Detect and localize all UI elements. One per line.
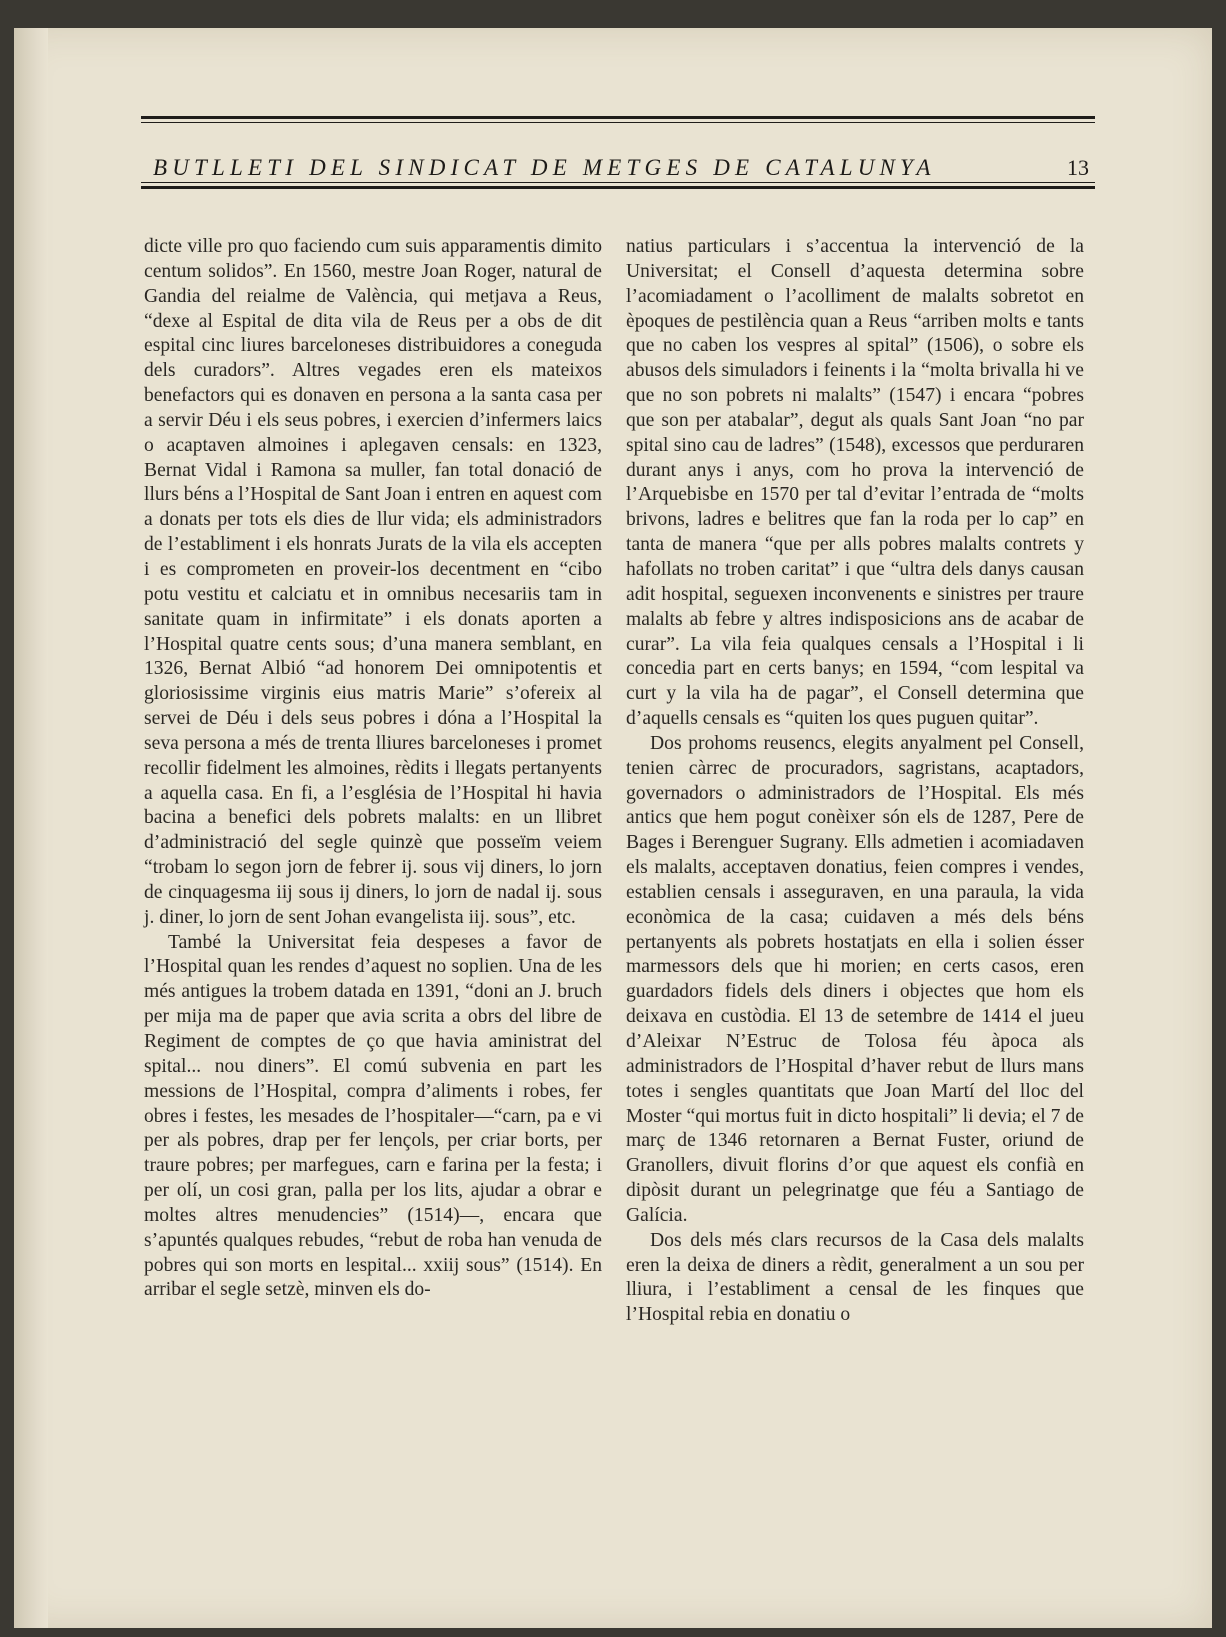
paragraph: dicte ville pro quo faciendo cum suis apparamentis dimito centum solidos”. En 1560, mestre Joan Roger, natural de Gandia del reialme de València, qui metjava a Reus, “dexe al Espital de dita vila de Reus per a obs de dit espital cinc liures barceloneses distribuidores a coneguda dels curadors”. Altres vegades eren els mateixos benefactors qui es donaven en persona a la santa casa per a servir Déu i els seus pobres, i exercien d’infermers laics o acaptaven almoines i aplegaven censals: en 1323, Bernat Vidal i Ramona sa muller, fan total donació de llurs béns a l’Hospital de Sant Joan i entren en aquest com a donats per tots els dies de llur vida; els administradors de l’establiment i els honrats Jurats de la vila els accepten i es comprometen en proveir-los decentment en “cibo potu vestitu et calciatu et in omnibus necesariis tam in sanitate quam in infirmitate” i els donats aporten a l’Hospital quatre cents sous; d’una manera semblant, en 1326, Bernat Albió “ad honorem Dei omnipotentis et gloriosissime virginis eius matris Marie” s’ofereix al servei de Déu i dels seus pobres i dóna a l’Hospital la seva persona a més de trenta lliures barceloneses i promet recollir fidelment les almoines, rèdits i llegats pertanyents a aquella casa. En fi, a l’església de l’Hospital hi havia bacina a benefici dels pobrets malalts: en un llibret d’administració del segle quinzè que posseïm veiem “trobam lo segon jorn de febrer ij. sous vij diners, lo jorn de cinquagesma iij sous ij diners, lo jorn de nadal ij. sous j. diner, lo jorn de sent Johan evangelista iij. sous”, etc. — [144, 236, 602, 928]
header-rule-top-thick — [141, 116, 1095, 119]
paragraph: Dos dels més clars recursos de la Casa dels malalts eren la deixa de diners a rèdit, generalment a un sou per lliura, i l’establiment a censal de les finques que l’Hospital rebia en donatiu o — [626, 1229, 1084, 1326]
header-rule-top-thin — [141, 122, 1095, 123]
page-spine-shadow — [14, 28, 48, 1628]
journal-title: BUTLLETI DEL SINDICAT DE METGES DE CATALUNYA — [153, 155, 936, 180]
paragraph: També la Universitat feia despeses a favor de l’Hospital quan les rendes d’aquest no soplien. Una de les més antigues la trobem datada en 1391, “doni an J. bruch per mija ma de paper que avia scrita a obrs del libre de Regiment de comptes de ço que havia aministrat del spital... nou diners”. El comú subvenia en part les messions de l’Hospital, compra d’aliments i robes, fer obres i festes, les mesades de l’hospitaler—“carn, pa e vi per als pobres, drap per fer lençols, per criar borts, per traure pobres; per marfegues, carn e farina per la festa; i per olí, un cosi gran, palla per los lits, ajudar a obrar e moltes altres menudencies” (1514)—, encara que s’apuntés qualques rebudes, “rebut de roba han venuda de pobres qui son morts en lespital... xxiij sous” (1514). En arribar el segle setzè, minven els do- — [144, 931, 602, 1301]
book-page — [14, 28, 1212, 1628]
right-column — [626, 235, 1084, 1328]
running-header — [141, 116, 1095, 196]
paragraph: natius particulars i s’accentua la intervenció de la Universitat; el Consell d’aquesta determina sobre l’acomiadament o l’acolliment de malalts sobretot en èpoques de pestilència quan a Reus “arriben molts e tants que no caben los vespres al spital” (1506), o sobre els abusos dels simuladors i feinents i la “molta brivalla hi ve que no son pobrets ni malalts” (1547) i encara “pobres que son per atabalar”, degut als quals Sant Joan “no par spital sino cau de ladres” (1548), excessos que perduraren durant anys i anys, com ho prova la intervenció de l’Arquebisbe en 1570 per tal d’evitar l’entrada de “molts brivons, ladres e belitres que fan la roda per lo cap” en tanta de manera “que per alls pobres malalts contrets y hafollats no troben caritat” i que “ultra dels danys causan adit hospital, seguexen inconvenents e sinistres per traure malalts ab febre y altres indisposicions ans de acabar de curar”. La vila feia qualques censals a l’Hospital i li concedia part en certs banys; en 1594, “com lespital va curt y la vila ha de pagar”, el Consell determina que d’aquells censals es “quiten los ques puguen quitar”. — [626, 236, 1084, 730]
paragraph: Dos prohoms reusencs, elegits anyalment pel Consell, tenien càrrec de procuradors, sagristans, acaptadors, governadors o administradors de l’Hospital. Els més antics que hem pogut conèixer són els de 1287, Pere de Bages i Berenguer Sugrany. Ells admetien i acomiadaven els malalts, acceptaven donatius, feien compres i vendes, establien censals i asseguraven, en una paraula, la vida econòmica de la casa; cuidaven a més dels béns pertanyents als pobrets hostatjats en ella i solien ésser marmessors dels que hi morien; en certs casos, eren guardadors fidels dels diners i objectes que hom els deixava en custòdia. El 13 de setembre de 1414 el jueu d’Aleixar N’Estruc de Tolosa féu àpoca als administradors de l’Hospital d’haver rebut de llurs mans totes i sengles quantitats que Joan Martí del lloc del Moster “qui mortus fuit in dicto hospitali” li devia; el 7 de març de 1346 retornaren a Bernat Fuster, oriund de Granollers, divuit florins d’or que aquest els confià en dipòsit durant un pelegrinatge que féu a Santiago de Galícia. — [626, 732, 1084, 1226]
left-column — [144, 235, 602, 1303]
page-number: 13 — [1067, 155, 1089, 180]
header-rule-bottom-thick — [141, 186, 1095, 189]
header-rule-bottom-thin — [141, 182, 1095, 183]
